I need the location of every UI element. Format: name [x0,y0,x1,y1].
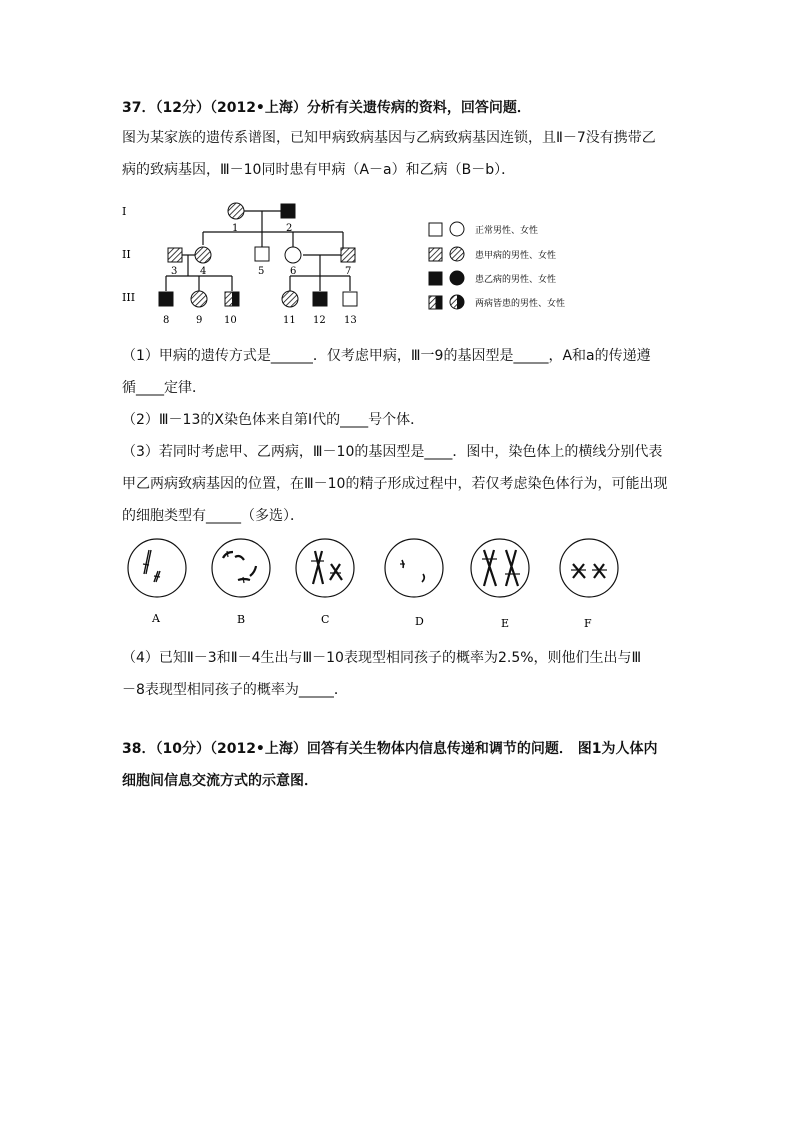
individual-4 [195,247,211,263]
individual-3 [168,248,182,262]
ind-label-5: 5 [258,266,265,277]
cell-diagrams [110,534,640,634]
individual-7 [341,248,355,262]
cell-label-e: E [501,617,510,630]
cell-e [471,539,529,597]
q37-sub1-line1: （1）甲病的遗传方式是______．仅考虑甲病，Ⅲ一9的基因型是_____，A和a的传递遵 [122,348,651,364]
legend-b-female [450,271,464,285]
legend-normal-text: 正常男性、女性 [475,226,539,236]
legend-a-male [429,248,442,261]
q37-sub3-line1: （3）若同时考虑甲、乙两病，Ⅲ－10的基因型是____．图中，染色体上的横线分别代表 [122,444,663,460]
q37-intro-line1: 图为某家族的遗传系谱图，已知甲病致病基因与乙病致病基因连锁，且Ⅱ－7没有携带乙 [122,130,656,146]
cell-f [560,539,618,597]
legend-both-female [450,295,464,309]
ind-label-2: 2 [286,223,293,234]
ind-label-8: 8 [163,315,170,326]
individual-1 [228,203,244,219]
cell-label-f: F [584,617,592,630]
legend-b-text: 患乙病的男性、女性 [475,275,557,285]
legend-a-female [450,247,464,261]
cell-label-b: B [237,613,246,626]
legend-normal-male [429,223,442,236]
individual-10 [225,292,239,306]
individual-5 [255,247,269,261]
cell-label-d: D [415,615,424,628]
ind-label-1: 1 [232,223,239,234]
ind-label-10: 10 [224,315,237,326]
individual-11 [282,291,298,307]
individual-2 [281,204,295,218]
question-38-title-line2: 细胞间信息交流方式的示意图． [122,773,318,789]
cell-d [385,539,443,597]
legend-normal-female [450,222,464,236]
individual-8 [159,292,173,306]
individual-12 [313,292,327,306]
cell-a [128,539,186,597]
q37-sub4-line2: －8表现型相同孩子的概率为_____． [122,682,348,698]
ind-label-12: 12 [313,315,326,326]
cell-c [296,539,354,597]
ind-label-13: 13 [344,315,357,326]
gen-label-i: I [122,205,127,218]
cell-label-a: A [152,612,160,625]
question-38-title-line1: 38．（10分）（2012•上海）回答有关生物体内信息传递和调节的问题． 图1为人体内 [122,741,658,757]
q37-sub3-line3: 的细胞类型有_____（多选）． [122,508,304,524]
legend-both-text: 两病皆患的男性、女性 [475,299,566,309]
q37-intro-line2: 病的致病基因，Ⅲ－10同时患有甲病（A－a）和乙病（B－b）． [122,162,516,178]
ind-label-9: 9 [196,315,203,326]
gen-label-iii: III [122,291,136,304]
legend-b-male [429,272,442,285]
ind-label-4: 4 [200,266,207,277]
legend-both-male [429,296,442,309]
q37-sub2: （2）Ⅲ－13的X染色体来自第Ⅰ代的____号个体． [122,412,425,428]
question-37-title: 37．（12分）（2012•上海）分析有关遗传病的资料，回答问题． [122,100,531,116]
cell-label-c: C [321,613,330,626]
individual-9 [191,291,207,307]
cell-b [212,539,270,597]
legend-a-text: 患甲病的男性、女性 [475,251,557,261]
ind-label-6: 6 [290,266,297,277]
pedigree-chart [118,196,618,332]
ind-label-11: 11 [283,315,296,326]
gen-label-ii: II [122,248,131,261]
q37-sub3-line2: 甲乙两病致病基因的位置，在Ⅲ－10的精子形成过程中，若仅考虑染色体行为，可能出现 [122,476,668,492]
individual-13 [343,292,357,306]
q37-sub4-line1: （4）已知Ⅱ－3和Ⅱ－4生出与Ⅲ－10表现型相同孩子的概率为2.5%，则他们生出与Ⅲ [122,650,642,666]
q37-sub1-line2: 循____定律． [122,380,206,396]
ind-label-3: 3 [171,266,178,277]
individual-6 [285,247,301,263]
ind-label-7: 7 [345,266,352,277]
